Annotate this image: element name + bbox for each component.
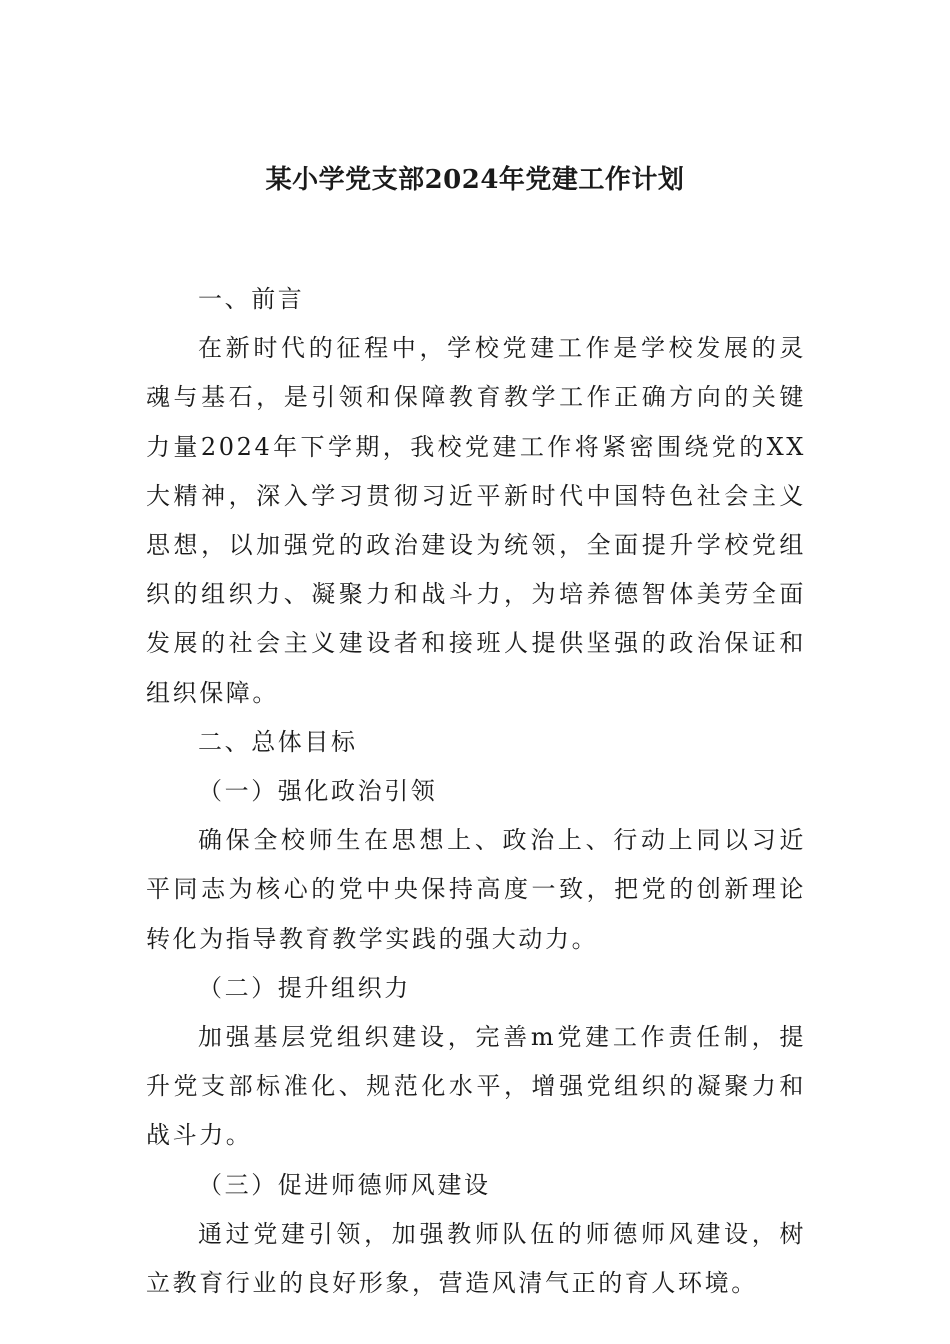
subheading-teacher-ethics: （三）促进师德师风建设 bbox=[198, 1170, 491, 1199]
paragraph-preface: 在新时代的征程中，学校党建工作是学校发展的灵魂与基石，是引领和保障教育教学工作正确方向的关键力量2024年下学期，我校党建工作将紧密围绕党的XX大精神，深入学习贯彻习近平新时代中国特色社会主义思想，以加强党的政治建设为统领，全面提升学校党组织的组织力、凝聚力和战斗力，为培养德智体美劳全面发展的社会主义建设者和接班人提供坚强的政治保证和组织保障。 bbox=[146, 334, 806, 707]
document-title: 某小学党支部2024年党建工作计划 bbox=[265, 165, 685, 195]
paragraph-teacher-ethics: 通过党建引领，加强教师队伍的师德师风建设，树立教育行业的良好形象，营造风清气正的育人环境。 bbox=[146, 1219, 806, 1298]
document-body bbox=[146, 275, 806, 1308]
section-heading-overall-goals: 二、总体目标 bbox=[198, 727, 358, 756]
paragraph-organizational-capacity: 加强基层党组织建设，完善m党建工作责任制，提升党支部标准化、规范化水平，增强党组织的凝聚力和战斗力。 bbox=[146, 1023, 806, 1150]
subheading-organizational-capacity: （二）提升组织力 bbox=[198, 973, 411, 1002]
subheading-political-leadership: （一）强化政治引领 bbox=[198, 777, 438, 806]
section-heading-preface: 一、前言 bbox=[198, 285, 305, 313]
paragraph-political-leadership: 确保全校师生在思想上、政治上、行动上同以习近平同志为核心的党中央保持高度一致，把党的创新理论转化为指导教育教学实践的强大动力。 bbox=[146, 826, 806, 953]
